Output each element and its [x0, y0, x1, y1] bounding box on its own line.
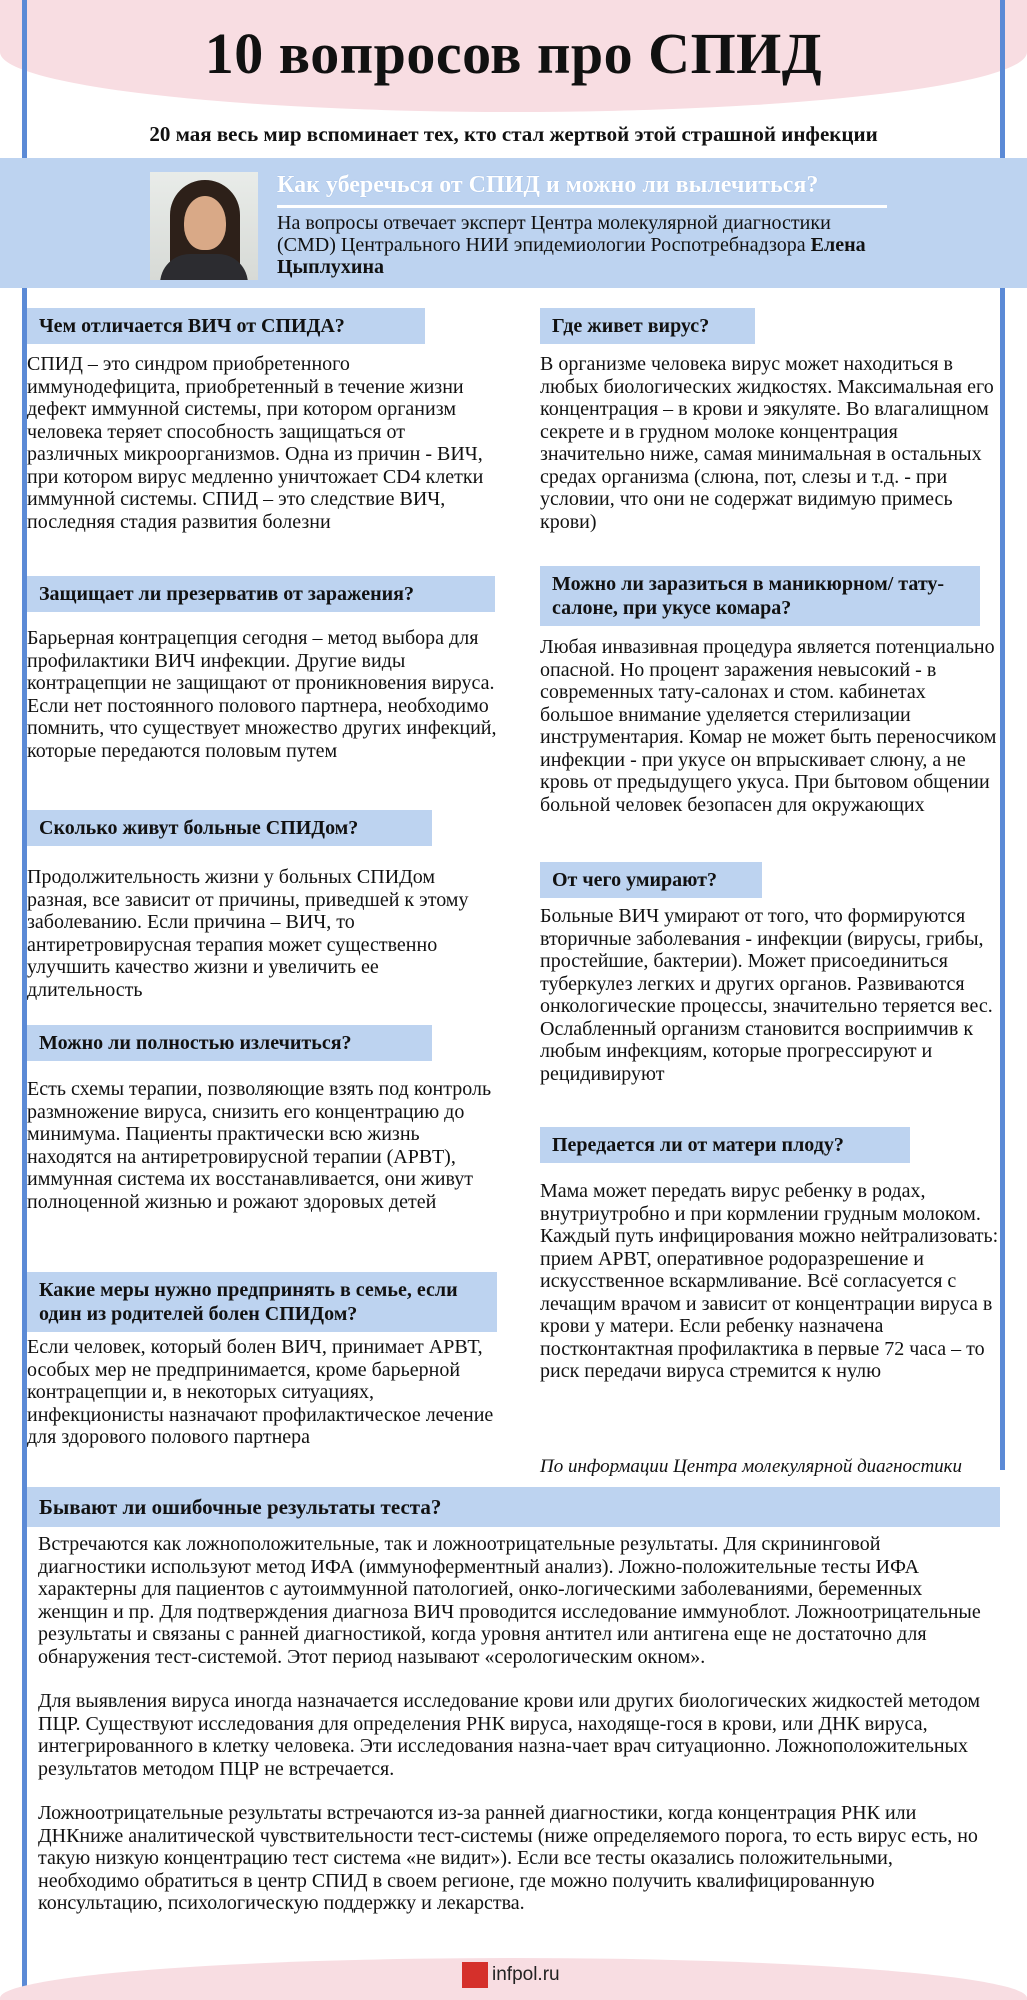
question-heading: От чего умирают?: [540, 862, 762, 898]
answer-paragraph: Ложноотрицательные результаты встречаются из-за ранней диагностики, когда концентрация РНК или ДНКниже аналитической чувствительности тест-системы (ниже определяемого порога, то есть вирус есть, но такую низкую концентрацию тест система «не видит»). Если все тесты оказались положительными, необходимо обратиться в центр СПИД в своем регионе, где можно получить квалифицированную консультацию, психологическую поддержку и лекарства.: [38, 1802, 978, 1914]
question-heading: Можно ли заразиться в маникюрном/ тату-салоне, при укусе комара?: [540, 566, 980, 626]
intro-underline: [277, 205, 887, 208]
question-heading: Бывают ли ошибочные результаты теста?: [27, 1487, 1000, 1527]
question-heading: Можно ли полностью излечиться?: [27, 1025, 432, 1061]
intro-description: На вопросы отвечает эксперт Центра молекулярной диагностики (CMD) Центрального НИИ эпидемиологии Роспотребнадзора: [277, 212, 831, 256]
test-answer: [38, 1533, 988, 1937]
expert-photo: [150, 172, 258, 280]
intro-text: [277, 212, 877, 278]
question-heading: Где живет вирус?: [540, 308, 755, 344]
answer-text: Барьерная контрацепция сегодня – метод выбора для профилактики ВИЧ инфекции. Другие виды контрацепции не защищают от проникновения вируса. Если нет постоянного полового партнера, необходимо помнить, что существует множество других инфекций, которые передаются половым путем: [27, 627, 497, 762]
site-logo[interactable]: [462, 1962, 560, 1988]
answer-text: В организме человека вирус может находиться в любых биологических жидкостях. Максимальная его концентрация – в крови и эякуляте. Во влагалищном секрете и в грудном молоке концентрация значительно ниже, самая минимальная в остальных средах организма (слюна, пот, слезы и т.д. - при условии, что они не содержат видимую примесь крови): [540, 353, 994, 533]
answer-text: Продолжительность жизни у больных СПИДом разная, все зависит от причины, приведшей к этому заболеванию. Если причина – ВИЧ, то антиретровирусная терапия может существенно улучшить качество жизни и увеличить ее длительность: [27, 866, 469, 1001]
question-heading: Передается ли от матери плоду?: [540, 1127, 910, 1163]
answer-text: Мама может передать вирус ребенку в родах, внутриутробно и при кормлении грудным молоком. Каждый путь инфицирования можно нейтрализовать: прием АРВТ, оперативное родоразрешение и искусственное вскармливание. Всё согласуется с лечащим врачом и зависит от концентрации вируса в крови у матери. Если ребенку назначена постконтактная профилактика в первые 72 часа – то риск передачи вируса стремится к нулю: [540, 1180, 999, 1382]
answer-paragraph: Встречаются как ложноположительные, так и ложноотрицательные результаты. Для скрининговой диагностики используют метод ИФА (иммуноферментный анализ). Ложно-положительные тесты ИФА характерны для пациентов с аутоиммунной патологией, онко-логическими заболеваниями, беременных женщин и пр. Для подтверждения диагноза ВИЧ проводится исследование иммуноблот. Ложноотрицательные результаты и связаны с ранней диагностикой, когда уровня антител или антигена еще не достаточно для обнаружения тест-системой. Этот период называют «серологическим окном».: [38, 1533, 981, 1668]
question-heading: Защищает ли презерватив от заражения?: [27, 576, 495, 612]
answer-text: Любая инвазивная процедура является потенциально опасной. Но процент заражения невысокий - в современных тату-салонах и стом. кабинетах большое внимание уделяется стерилизации инструментария. Комар не может быть переносчиком инфекции - при укусе он впрыскивает слюну, а не кровь от предыдущего укуса. При бытовом общении больной человек безопасен для окружающих: [540, 636, 997, 816]
expert-name: Елена Цыплухина: [277, 234, 866, 278]
answer-text: Больные ВИЧ умирают от того, что формируются вторичные заболевания - инфекции (вирусы, грибы, простейшие, бактерии). Может присоединиться туберкулез легких и других органов. Развиваются онкологические процессы, значительно теряется вес. Ослабленный организм становится восприимчив к любым инфекциям, которые прогрессируют и рецидивируют: [540, 905, 993, 1085]
answer-paragraph: Для выявления вируса иногда назначается исследование крови или других биологических жидкостей методом ПЦР. Существуют исследования для определения РНК вируса, находяще-гося в крови, или ДНК вируса, интегрированного в клетку человека. Эти исследования назна-чает врач ситуационно. Ложноположительных результатов методом ПЦР не встречается.: [38, 1690, 981, 1780]
answer-text: СПИД – это синдром приобретенного иммунодефицита, приобретенный в течение жизни дефект иммунной системы, при котором организм человека теряет способность защищаться от различных микроорганизмов. Одна из причин - ВИЧ, при котором вирус медленно уничтожает CD4 клетки иммунной системы. СПИД – это следствие ВИЧ, последняя стадия развития болезни: [27, 353, 484, 533]
answer-text: Есть схемы терапии, позволяющие взять под контроль размножение вируса, снизить его концентрацию до минимума. Пациенты практически всю жизнь находятся на антиретровирусной терапии (АРВТ), иммунная система их восстанавливается, они живут полноценной жизнью и рожают здоровых детей: [27, 1078, 492, 1213]
page-title: 10 вопросов про СПИД: [204, 21, 823, 86]
answer-text: Если человек, который болен ВИЧ, принимает АРВТ, особых мер не предпринимается, кроме барьерной контрацепции и, в некоторых ситуациях, инфекционисты назначают профилактическое лечение для здорового полового партнера: [27, 1336, 494, 1448]
question-heading: Чем отличается ВИЧ от СПИДА?: [27, 308, 425, 344]
logo-mark-icon: [462, 1962, 488, 1988]
intro-question: Как уберечься от СПИД и можно ли вылечиться?: [277, 172, 819, 198]
question-heading: Какие меры нужно предпринять в семье, если один из родителей болен СПИДом?: [27, 1272, 497, 1332]
logo-text: infpol.ru: [492, 1964, 560, 1985]
source-note: По информации Центра молекулярной диагностики: [540, 1456, 963, 1477]
question-heading: Сколько живут больные СПИДом?: [27, 810, 432, 846]
page-subtitle: 20 мая весь мир вспоминает тех, кто стал жертвой этой страшной инфекции: [149, 122, 878, 146]
